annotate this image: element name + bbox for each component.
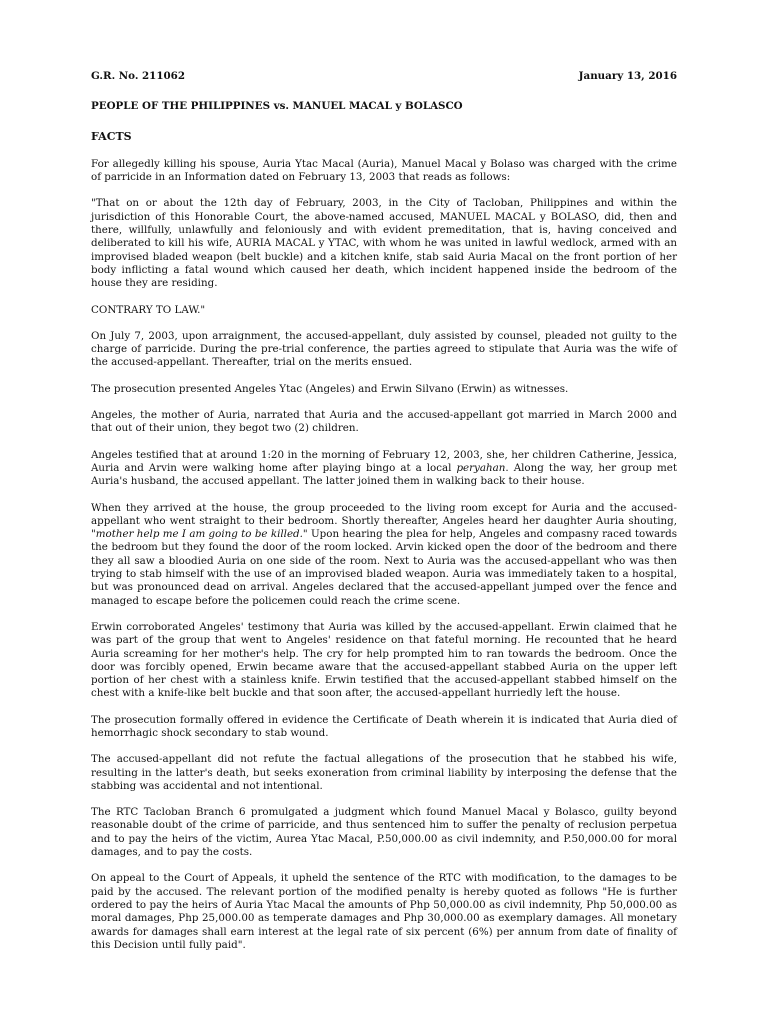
paragraph-death-certificate: The prosecution formally offered in evidence the Certificate of Death wherein it is indicated that Auria died of hemorrhagic shock secondary to stab wound. (91, 713, 677, 739)
text-segment: Angeles testified that at around 1:20 in the morning of February 12, 2003, she, her children Catherine, Jessica, Auria and Arvin were walking home after playing bingo at a local (91, 448, 677, 474)
paragraph-charge: For allegedly killing his spouse, Auria Ytac Macal (Auria), Manuel Macal y Bolaso was charged with the crime of parricide in an Information dated on February 13, 2003 that reads as follows: (91, 157, 677, 184)
paragraph-information-quote: "That on or about the 12th day of February, 2003, in the City of Tacloban, Philippines and within the jurisdiction of this Honorable Court, the above-named accused, MANUEL MACAL y BOLASO, did, then and there, willfully, unlawfully and feloniously and with evident premeditation, that is, having conceived and deliberated to kill his wife, AURIA MACAL y YTAC, with whom he was united in lawful wedlock, armed with an improvised bladed weapon (belt buckle) and a kitchen knife, stab said Auria Macal on the front portion of her body inflicting a fatal wound which caused her death, which incident happened inside the bedroom of the house they are residing. (91, 197, 677, 290)
paragraph-witnesses: The prosecution presented Angeles Ytac (Angeles) and Erwin Silvano (Erwin) as witnesses. (91, 382, 569, 395)
paragraph-rtc-judgment: The RTC Tacloban Branch 6 promulgated a judgment which found Manuel Macal y Bolasco, guilty beyond reasonable doubt of the crime of parricide, and thus sentenced him to suffer the penalty of reclusion perpetua and to pay the heirs of the victim, Aurea Ytac Macal, P.50,000.00 as civil indemnity, and P.50,000.00 for moral damages, and to pay the costs. (91, 806, 677, 859)
text-segment: When they arrived at the house, the group proceeded to the living room except for Auria and the accused-appellant who went straight to their bedroom. Shortly thereafter, Angeles heard her daughter Auria shouting, (91, 501, 677, 527)
text-segment-italic: peryahan (456, 461, 506, 474)
case-title: PEOPLE OF THE PHILIPPINES vs. MANUEL MACAL y BOLASCO (91, 100, 463, 113)
paragraph-arraignment: On July 7, 2003, upon arraignment, the accused-appellant, duly assisted by counsel, pleaded not guilty to the charge of parricide. During the pre-trial conference, the parties agreed to stipulate that Auria was the wife of the accused-appellant. Thereafter, trial on the merits ensued. (91, 329, 677, 369)
section-heading-facts: FACTS (91, 129, 132, 143)
text-segment-italic: "mother help me I am going to be killed." (91, 528, 308, 541)
paragraph-erwin-testimony: Erwin corroborated Angeles' testimony that Auria was killed by the accused-appellant. Erwin claimed that he was part of the group that went to Angeles' residence on that fateful morning. He recounted that he heard Auria screaming for her mother's help. The cry for help prompted him to ran towards the bedroom. Once the door was forcibly opened, Erwin became aware that the accused-appellant stabbed Auria on the upper left portion of her chest with a stainless knife. Erwin testified that the accused-appellant stabbed himself on the chest with a knife-like belt buckle and that soon after, the accused-appellant hurriedly left the house. (91, 620, 677, 700)
text-segment: Upon hearing the plea for help, Angeles and compasny raced towards the bedroom but they found the door of the room locked. Arvin kicked open the door of the bedroom and there they all saw a bloodied Auria on one side of the room. Next to Auria was the accused-appellant who was then trying to stab himself with the use of an improvised bladed weapon. Auria was immediately taken to a hospital, but was pronounced dead on arrival. Angeles declared that the accused-appellant jumped over the fence and managed to escape before the policemen could reach the crime scene. (91, 528, 677, 607)
decision-date: January 13, 2016 (578, 70, 677, 82)
paragraph-contrary-to-law: CONTRARY TO LAW." (91, 303, 206, 316)
paragraph-defense: The accused-appellant did not refute the factual allegations of the prosecution that he stabbed his wife, resulting in the latter's death, but seeks exoneration from criminal liability by interposing the defense that the stabbing was accidental and not intentional. (91, 753, 677, 792)
paragraph-marriage: Angeles, the mother of Auria, narrated that Auria and the accused-appellant got married in March 2000 and that out of their union, they begot two (2) children. (91, 409, 677, 435)
text-segment: . Along the way, her group met Auria's husband, the accused appellant. The latter joined them in walking back to their house. (91, 461, 677, 488)
paragraph-angeles-testimony (91, 449, 677, 489)
document-header (91, 70, 677, 83)
paragraph-ca-appeal: On appeal to the Court of Appeals, it upheld the sentence of the RTC with modification, to the damages to be paid by the accused. The relevant portion of the modified penalty is hereby quoted as follows "He is further ordered to pay the heirs of Auria Ytac Macal the amounts of Php 50,000.00 as civil indemnity, Php 50,000.00 as moral damages, Php 25,000.00 as temperate damages and Php 30,000.00 as exemplary damages. All monetary awards for damages shall earn interest at the legal rate of six percent (6%) per annum from date of finality of this Decision until fully paid". (91, 872, 677, 951)
gr-number: G.R. No. 211062 (91, 70, 185, 82)
paragraph-bedroom-incident (91, 502, 677, 608)
